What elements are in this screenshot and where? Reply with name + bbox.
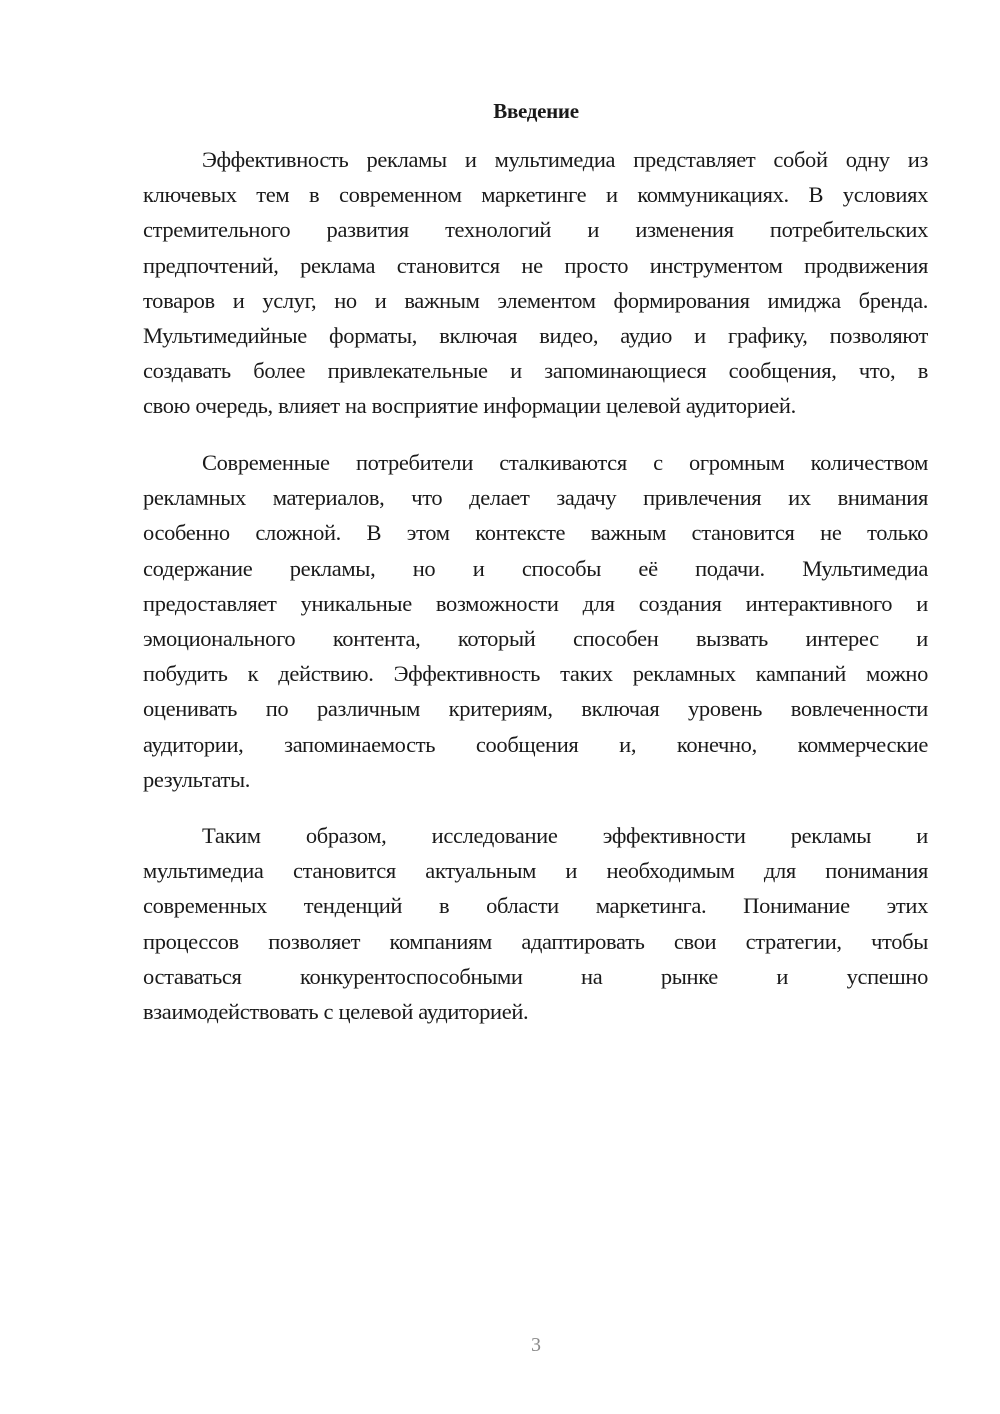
paragraph-line: эмоционального контента, который способен вызвать интерес и [143, 625, 928, 651]
paragraph-line: создавать более привлекательные и запоминающиеся сообщения, что, в [143, 358, 928, 384]
paragraph-line: предпочтений, реклама становится не просто инструментом продвижения [143, 252, 928, 278]
paragraph-line: содержание рекламы, но и способы её подачи. Мультимедиа [143, 555, 928, 581]
paragraph-line: Современные потребители сталкиваются с огромным количеством [202, 450, 928, 475]
paragraph-line: побудить к действию. Эффективность таких рекламных кампаний можно [143, 661, 928, 687]
paragraph-line: стремительного развития технологий и изменения потребительских [143, 217, 928, 243]
paragraph-line: оценивать по различным критериям, включая уровень вовлеченности [143, 696, 928, 722]
paragraph-line: Таким образом, исследование эффективности рекламы и [202, 823, 928, 848]
paragraph-2 [143, 445, 928, 797]
paragraph-line: оставаться конкурентоспособными на рынке и успешно [143, 963, 928, 989]
paragraph-line: процессов позволяет компаниям адаптировать свои стратегии, чтобы [143, 928, 928, 954]
paragraph-line: особенно сложной. В этом контексте важным становится не только [143, 520, 928, 546]
paragraph-line: результаты. [143, 766, 251, 792]
section-heading: Введение [493, 99, 579, 123]
paragraph-line: мультимедиа становится актуальным и необходимым для понимания [143, 858, 928, 884]
paragraph-line: Мультимедийные форматы, включая видео, аудио и графику, позволяют [143, 322, 928, 348]
paragraph-line: рекламных материалов, что делает задачу привлечения их внимания [143, 485, 928, 511]
paragraph-line: предоставляет уникальные возможности для создания интерактивного и [143, 590, 928, 616]
paragraph-line: товаров и услуг, но и важным элементом формирования имиджа бренда. [143, 287, 928, 313]
page-number: 3 [531, 1334, 541, 1356]
paragraph-line: ключевых тем в современном маркетинге и коммуникациях. В условиях [143, 182, 928, 208]
paragraph-1 [143, 142, 928, 424]
paragraph-line: Эффективность рекламы и мультимедиа представляет собой одну из [202, 147, 928, 172]
paragraph-3 [143, 818, 928, 1029]
paragraph-line: аудитории, запоминаемость сообщения и, конечно, коммерческие [143, 731, 928, 757]
paragraph-line: взаимодействовать с целевой аудиторией. [143, 998, 529, 1024]
paragraph-line: свою очередь, влияет на восприятие информации целевой аудиторией. [143, 393, 796, 419]
paragraph-line: современных тенденций в области маркетинга. Понимание этих [143, 893, 928, 919]
